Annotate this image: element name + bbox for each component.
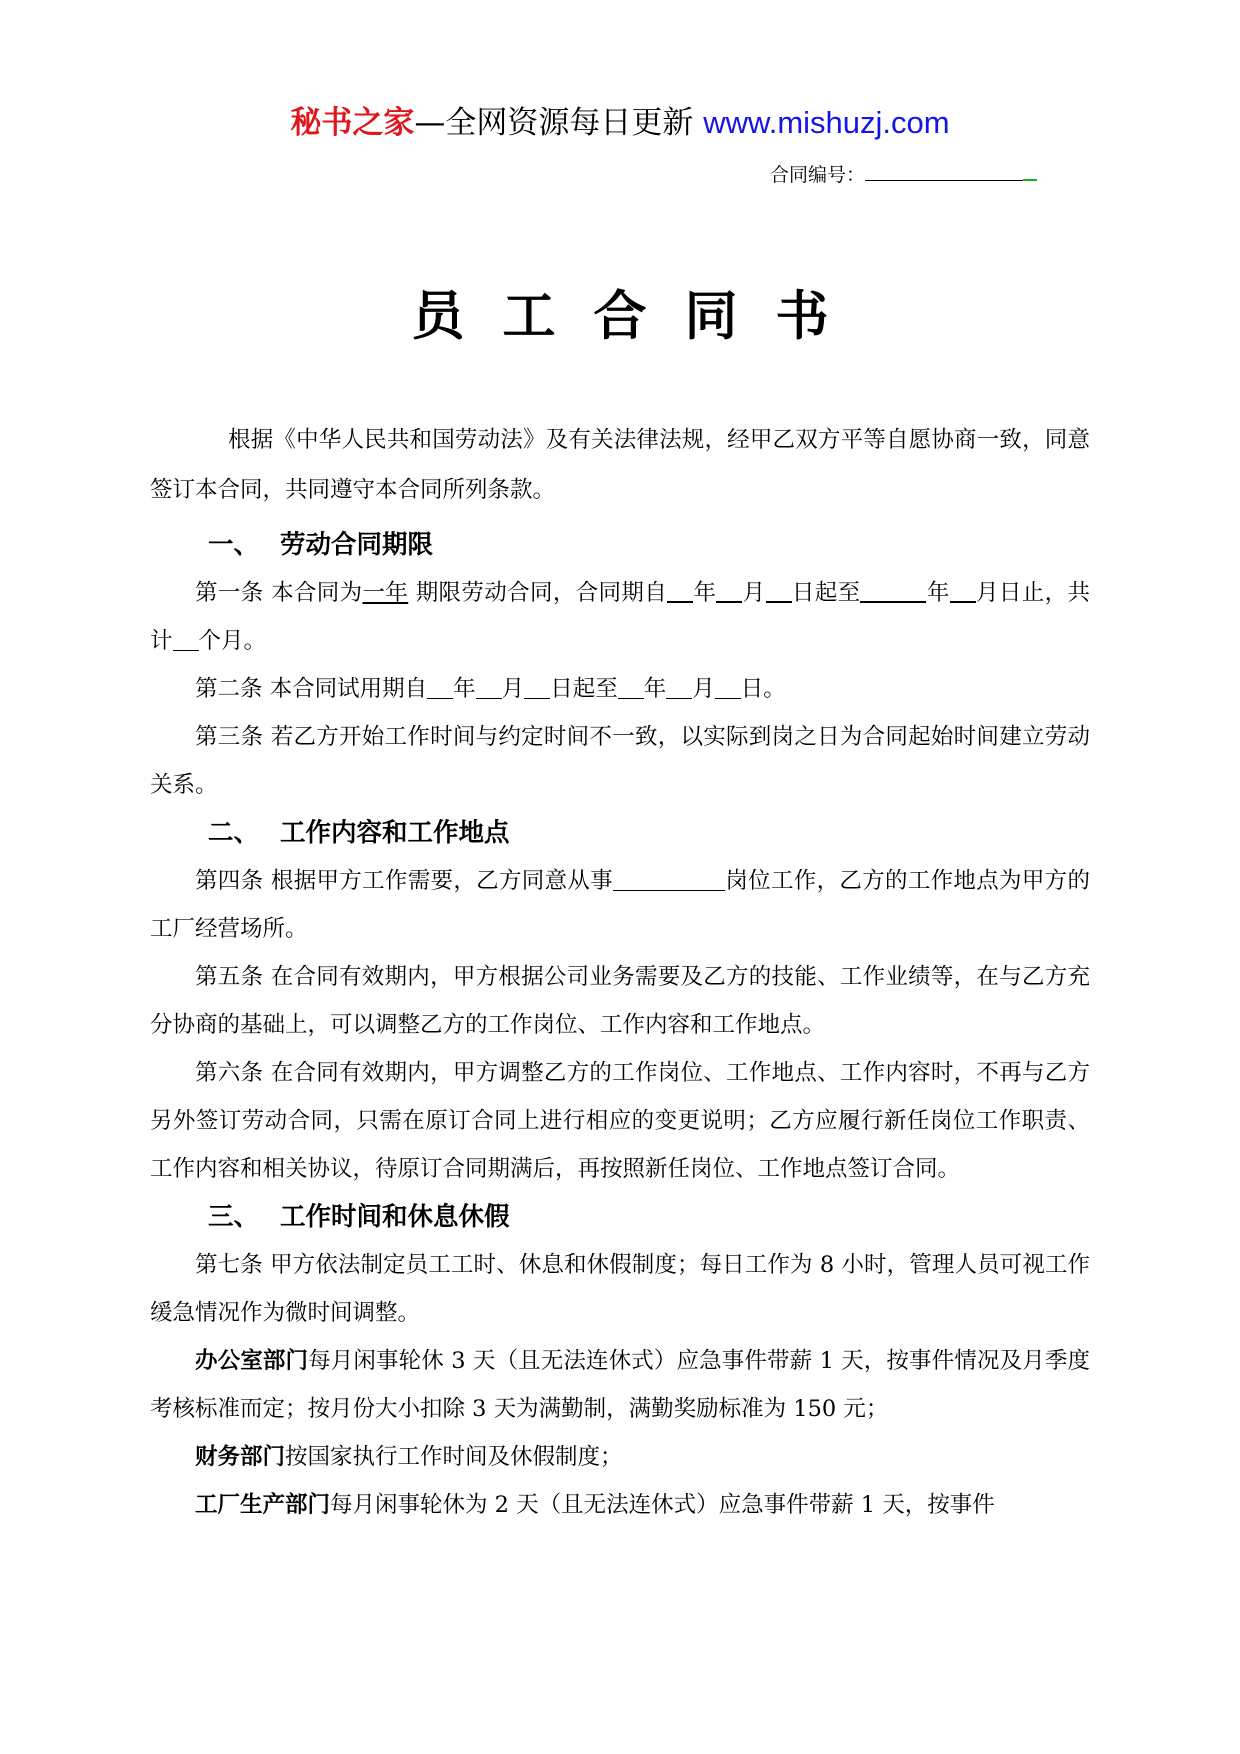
article-text: 年 — [693, 580, 717, 606]
article-text: 年 — [926, 580, 950, 606]
article-7: 第七条 甲方依法制定员工工时、休息和休假制度；每日工作为 8 小时，管理人员可视工作缓急情况作为微时间调整。 — [150, 1252, 1090, 1326]
rule-text: 每月闲事轮休 3 天（且无法连休式）应急事件带薪 1 天，按事件情况及月季度考核标准而定；按月份大小扣除 3 天为满勤制，满勤奖励标准为 150 元； — [150, 1348, 1090, 1422]
section-heading-2 — [150, 809, 1090, 857]
article-2 — [150, 665, 1090, 713]
article-4 — [150, 857, 1090, 953]
rule-text: 按国家执行工作时间及休假制度； — [285, 1444, 623, 1470]
article-6: 第六条 在合同有效期内，甲方调整乙方的工作岗位、工作地点、工作内容时，不再与乙方另外签订劳动合同，只需在原订合同上进行相应的变更说明；乙方应履行新任岗位工作职责、工作内容和相关协议，待原订合同期满后，再按照新任岗位、工作地点签订合同。 — [150, 1060, 1090, 1182]
blank — [716, 579, 742, 604]
article-5: 第五条 在合同有效期内，甲方根据公司业务需要及乙方的技能、工作业绩等，在与乙方充分协商的基础上，可以调整乙方的工作岗位、工作内容和工作地点。 — [150, 964, 1090, 1038]
article-1 — [150, 569, 1090, 665]
brand-name: 秘书之家 — [290, 105, 415, 141]
article-text: 第二条 本合同试用期自 — [195, 676, 428, 702]
banner-url[interactable]: www.mishuzj.com — [703, 105, 950, 140]
article-text: 个月。 — [198, 628, 267, 654]
blank — [667, 579, 693, 604]
article-text: 日。 — [740, 676, 786, 702]
article-text: 月 — [975, 580, 999, 606]
blank — [766, 579, 792, 604]
contract-term: 一年 — [362, 580, 409, 606]
article-text: 岗位工作，乙方的工作地点为甲方的工厂经营场所。 — [150, 868, 1090, 942]
blank — [173, 628, 199, 652]
section-title: 工作内容和工作地点 — [280, 818, 510, 848]
blank — [860, 579, 926, 604]
blank — [524, 676, 550, 700]
article-text: 第四条 根据甲方工作需要，乙方同意从事 — [195, 868, 614, 894]
blank — [427, 676, 453, 700]
blank — [613, 868, 725, 892]
contract-number-label: 合同编号： — [770, 164, 866, 186]
section-number: 一、 — [208, 530, 260, 560]
contract-number — [770, 160, 1035, 189]
article-text: 日止，共计 — [150, 580, 1090, 654]
section-heading-3 — [150, 1193, 1090, 1241]
article-text: 第一条 本合同为 — [195, 580, 363, 606]
intro-paragraph: 根据《中华人民共和国劳动法》及有关法律法规，经甲乙双方平等自愿协商一致，同意签订本合同，共同遵守本合同所列条款。 — [150, 427, 1090, 503]
blank — [666, 676, 692, 700]
article-text: 日起至 — [550, 676, 618, 702]
rule-text: 每月闲事轮休为 2 天（且无法连休式）应急事件带薪 1 天，按事件 — [330, 1492, 995, 1518]
article-text: 月 — [501, 676, 525, 702]
blank — [950, 579, 976, 604]
section-title: 劳动合同期限 — [280, 530, 434, 560]
article-text: 期限劳动合同，合同期自 — [408, 580, 668, 606]
factory-dept-rule — [150, 1481, 1090, 1529]
dept-name: 工厂生产部门 — [195, 1492, 331, 1518]
article-text: 年 — [453, 676, 476, 702]
article-text: 月 — [742, 580, 766, 606]
document-body — [150, 415, 1090, 1529]
blank — [715, 676, 741, 700]
section-number: 二、 — [208, 818, 260, 848]
article-3: 第三条 若乙方开始工作时间与约定时间不一致，以实际到岗之日为合同起始时间建立劳动关系。 — [150, 724, 1090, 798]
section-number: 三、 — [208, 1202, 260, 1232]
article-text: 月 — [692, 676, 715, 702]
section-heading-1 — [150, 521, 1090, 569]
contract-number-blank — [865, 160, 1035, 181]
dept-name: 办公室部门 — [195, 1348, 309, 1374]
blank — [618, 676, 644, 700]
section-title: 工作时间和休息休假 — [280, 1202, 510, 1232]
dept-name: 财务部门 — [195, 1444, 286, 1470]
document-title: 员工合同书 — [411, 286, 867, 347]
banner-slogan: —全网资源每日更新 — [414, 105, 704, 141]
finance-dept-rule — [150, 1433, 1090, 1481]
office-dept-rule — [150, 1337, 1090, 1433]
article-text: 年 — [643, 676, 667, 702]
article-text: 日起至 — [791, 580, 861, 606]
site-banner — [0, 100, 1240, 146]
blank — [476, 676, 502, 700]
